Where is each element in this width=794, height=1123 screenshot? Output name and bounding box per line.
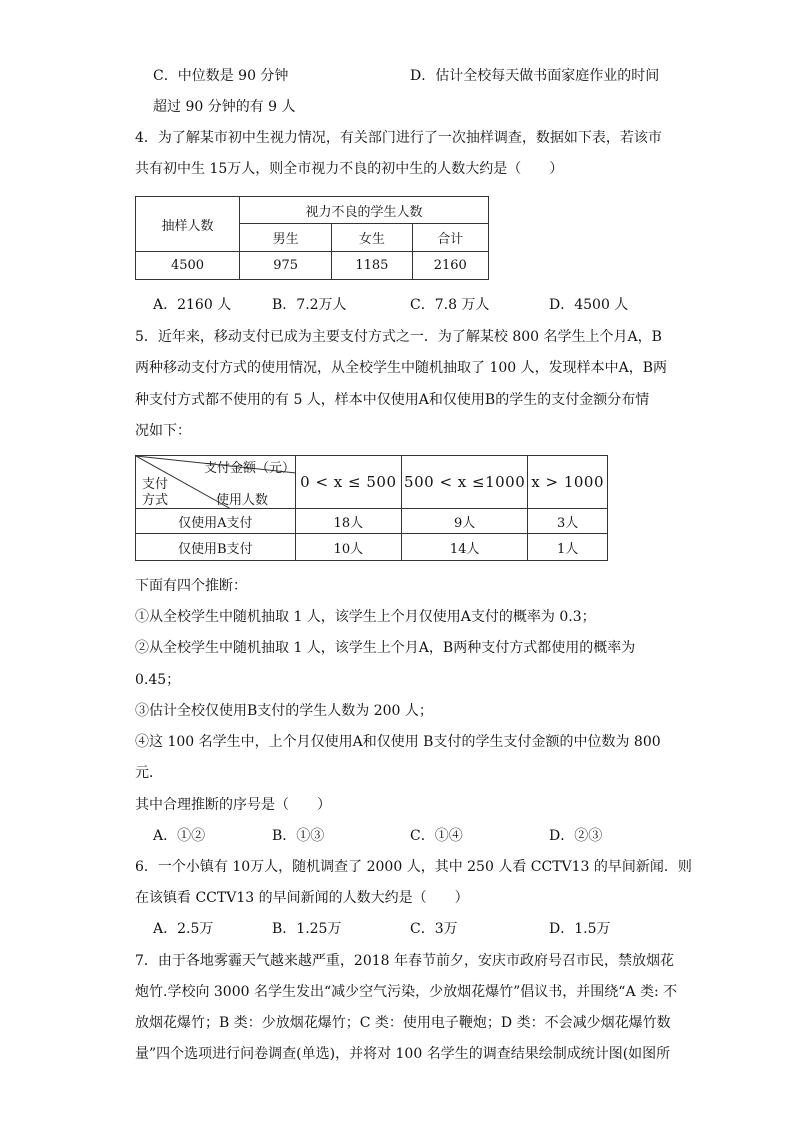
- q4-stem-line1: 4．为了解某市初中生视力情况，有关部门进行了一次抽样调查，数据如下表，若该市: [135, 130, 662, 146]
- diag-label-amount: 支付金额（元）: [204, 461, 296, 476]
- q5-ask: 其中合理推断的序号是（ ）: [135, 797, 331, 813]
- q3-option-d: D．估计全校每天做书面家庭作业的时间: [410, 68, 660, 84]
- q6-stem-line1: 6．一个小镇有 10万人，随机调查了 2000 人，其中 250 人看 CCTV13 的早间新闻．则: [135, 859, 692, 875]
- q5-stem-line3: 种支付方式都不使用的有 5 人，样本中仅使用A和仅使用B的学生的支付金额分布情: [135, 392, 650, 408]
- q4-header-female: 女生: [332, 224, 412, 252]
- q7-stem-line3: 放烟花爆竹；B 类：少放烟花爆竹；C 类：使用电子鞭炮；D 类：不会减少烟花爆竹数: [135, 1015, 671, 1031]
- diag-label-pay: 支付: [142, 477, 169, 492]
- q5-row1-c3: 3人: [528, 509, 608, 534]
- q5-statement-3: ③估计全校仅使用B支付的学生人数为 200 人；: [135, 703, 433, 719]
- q5-row2-c2: 14人: [401, 534, 527, 561]
- diag-label-count: 使用人数: [216, 493, 269, 508]
- q5-payment-table: [135, 455, 608, 561]
- q5-col-mid: 500 < x ≤1000: [401, 456, 527, 509]
- q5-stem-line1: 5．近年来，移动支付已成为主要支付方式之一．为了解某校 800 名学生上个月A，B: [135, 329, 662, 345]
- q6-option-b: B．1.25万: [272, 921, 342, 937]
- q5-intro: 下面有四个推断：: [135, 578, 247, 594]
- q4-option-d: D．4500 人: [549, 297, 629, 313]
- q5-row1-c2: 9人: [401, 509, 527, 534]
- q5-row2-label: 仅使用B支付: [136, 534, 296, 561]
- q5-col-low: 0 < x ≤ 500: [295, 456, 401, 509]
- q4-cell-sample: 4500: [136, 252, 240, 280]
- q4-option-c: C．7.8 万人: [410, 297, 490, 313]
- q5-row2-c3: 1人: [528, 534, 608, 561]
- q7-stem-line2: 炮竹.学校向 3000 名学生发出“减少空气污染，少放烟花爆竹”倡议书，并围绕“A 类: 不: [135, 984, 678, 1000]
- q4-option-a: A．2160 人: [153, 297, 232, 313]
- diag-label-method: 方式: [142, 493, 169, 508]
- q4-stem-line2: 共有初中生 15万人，则全市视力不良的初中生的人数大约是（ ）: [135, 161, 564, 177]
- q5-diagonal-header: [136, 456, 296, 509]
- q4-option-b: B．7.2万人: [272, 297, 347, 313]
- q6-stem-line2: 在该镇看 CCTV13 的早间新闻的人数大约是（ ）: [135, 890, 469, 906]
- q7-stem-line1: 7．由于各地雾霾天气越来越严重，2018 年春节前夕，安庆市政府号召市民，禁放烟花: [135, 953, 674, 969]
- q7-stem-line4: 量”四个选项进行问卷调查(单选)，并将对 100 名学生的调查结果绘制成统计图(如图所: [135, 1046, 671, 1062]
- q5-option-d: D．②③: [549, 828, 603, 844]
- q4-header-male: 男生: [240, 224, 332, 252]
- q6-option-d: D．1.5万: [549, 921, 611, 937]
- q5-statement-4a: ④这 100 名学生中，上个月仅使用A和仅使用 B支付的学生支付金额的中位数为 800: [135, 734, 661, 750]
- q4-cell-total: 2160: [412, 252, 488, 280]
- q4-header-sample: 抽样人数: [136, 197, 240, 252]
- q6-option-c: C．3万: [410, 921, 458, 937]
- q5-option-c: C．①④: [410, 828, 463, 844]
- q5-row1-label: 仅使用A支付: [136, 509, 296, 534]
- q4-header-total: 合计: [412, 224, 488, 252]
- q3-option-c: C．中位数是 90 分钟: [153, 68, 289, 84]
- q4-cell-female: 1185: [332, 252, 412, 280]
- q3-option-d-continued: 超过 90 分钟的有 9 人: [153, 99, 296, 115]
- q5-row2-c1: 10人: [295, 534, 401, 561]
- q4-cell-male: 975: [240, 252, 332, 280]
- q4-header-bad-vision: 视力不良的学生人数: [240, 197, 489, 224]
- q4-vision-table: [135, 196, 489, 280]
- q5-statement-2b: 0.45；: [135, 672, 181, 688]
- q6-option-a: A．2.5万: [153, 921, 214, 937]
- q5-row1-c1: 18人: [295, 509, 401, 534]
- q5-statement-1: ①从全校学生中随机抽取 1 人，该学生上个月仅使用A支付的概率为 0.3；: [135, 609, 596, 625]
- q5-statement-4b: 元．: [135, 765, 163, 781]
- q5-stem-line4: 况如下：: [135, 423, 191, 439]
- q5-statement-2a: ②从全校学生中随机抽取 1 人，该学生上个月A，B两种支付方式都使用的概率为: [135, 640, 636, 656]
- q5-stem-line2: 两种移动支付方式的使用情况，从全校学生中随机抽取了 100 人，发现样本中A，B两: [135, 360, 668, 376]
- q5-col-high: x > 1000: [528, 456, 608, 509]
- q5-option-b: B．①③: [272, 828, 325, 844]
- q5-option-a: A．①②: [153, 828, 206, 844]
